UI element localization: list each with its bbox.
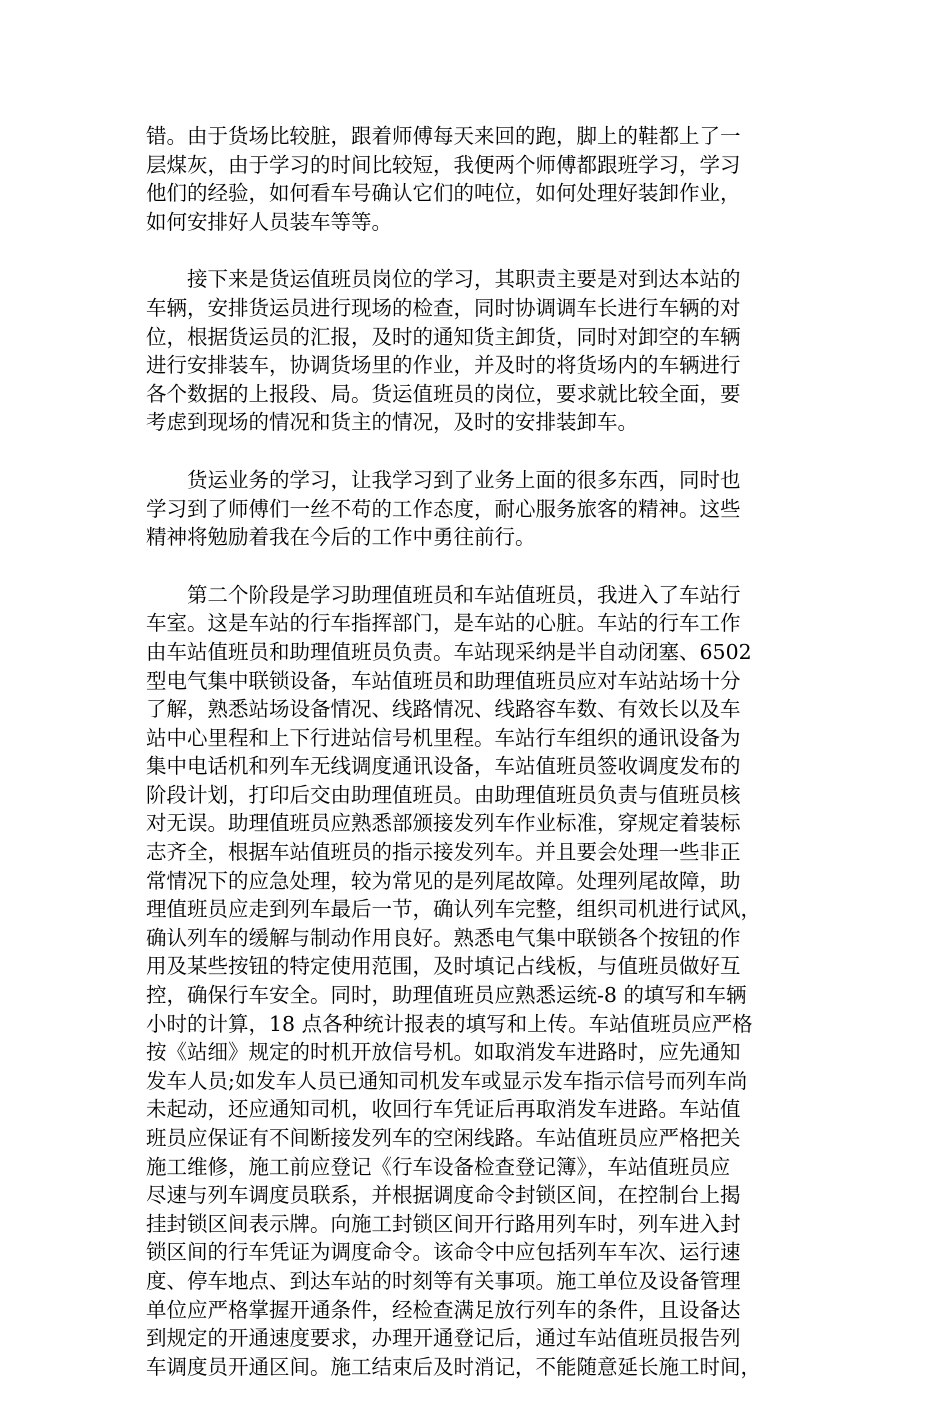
text-line: 确认列车的缓解与制动作用良好。熟悉电气集中联锁各个按钮的作 bbox=[146, 925, 741, 950]
text-line: 位，根据货运员的汇报，及时的通知货主卸货，同时对卸空的车辆 bbox=[146, 324, 741, 349]
paragraph-1 bbox=[146, 122, 806, 236]
text-line: 到规定的开通速度要求，办理开通登记后，通过车站值班员报告列 bbox=[146, 1326, 741, 1351]
text-line: 车室。这是车站的行车指挥部门，是车站的心脏。车站的行车工作 bbox=[146, 611, 741, 636]
text-line: 车辆，安排货运员进行现场的检查，同时协调调车长进行车辆的对 bbox=[146, 295, 741, 320]
text-line: 各个数据的上报段、局。货运值班员的岗位，要求就比较全面，要 bbox=[146, 381, 741, 406]
text-line: 未起动，还应通知司机，收回行车凭证后再取消发车进路。车站值 bbox=[146, 1097, 741, 1122]
text-line: 由车站值班员和助理值班员负责。车站现采纳是半自动闭塞、6502 bbox=[146, 639, 752, 664]
text-line: 志齐全，根据车站值班员的指示接发列车。并且要会处理一些非正 bbox=[146, 840, 741, 865]
paragraph-4 bbox=[146, 581, 806, 1382]
text-line: 如何安排好人员装车等等。 bbox=[146, 209, 392, 234]
text-line: 车调度员开通区间。施工结束后及时消记，不能随意延长施工时间， bbox=[146, 1354, 761, 1379]
text-line: 考虑到现场的情况和货主的情况，及时的安排装卸车。 bbox=[146, 410, 638, 435]
text-line: 精神将勉励着我在今后的工作中勇往前行。 bbox=[146, 525, 536, 550]
text-line: 控，确保行车安全。同时，助理值班员应熟悉运统-8 的填写和车辆 bbox=[146, 983, 747, 1008]
text-line: 施工维修，施工前应登记《行车设备检查登记簿》，车站值班员应 bbox=[146, 1154, 731, 1179]
text-line: 单位应严格掌握开通条件，经检查满足放行列车的条件，且设备达 bbox=[146, 1297, 741, 1322]
text-line: 型电气集中联锁设备，车站值班员和助理值班员应对车站站场十分 bbox=[146, 668, 741, 693]
document-body bbox=[146, 122, 806, 1410]
text-line: 第二个阶段是学习助理值班员和车站值班员，我进入了车站行 bbox=[187, 582, 741, 607]
text-line: 班员应保证有不间断接发列车的空闲线路。车站值班员应严格把关 bbox=[146, 1126, 741, 1150]
paragraph-3 bbox=[146, 466, 806, 552]
text-line: 按《站细》规定的时机开放信号机。如取消发车进路时，应先通知 bbox=[146, 1040, 741, 1065]
text-line: 学习到了师傅们一丝不苟的工作态度，耐心服务旅客的精神。这些 bbox=[146, 496, 741, 521]
text-line: 他们的经验，如何看车号确认它们的吨位，如何处理好装卸作业， bbox=[146, 181, 741, 206]
text-line: 站中心里程和上下行进站信号机里程。车站行车组织的通讯设备为 bbox=[146, 725, 741, 750]
text-line: 小时的计算，18 点各种统计报表的填写和上传。车站值班员应严格 bbox=[146, 1011, 753, 1036]
paragraph-2 bbox=[146, 265, 806, 437]
text-line: 用及某些按钮的特定使用范围，及时填记占线板，与值班员做好互 bbox=[146, 954, 741, 979]
text-line: 错。由于货场比较脏，跟着师傅每天来回的跑，脚上的鞋都上了一 bbox=[146, 124, 741, 148]
text-line: 锁区间的行车凭证为调度命令。该命令中应包括列车车次、运行速 bbox=[146, 1240, 741, 1265]
text-line: 货运业务的学习，让我学习到了业务上面的很多东西，同时也 bbox=[187, 467, 741, 492]
text-line: 尽速与列车调度员联系，并根据调度命令封锁区间，在控制台上揭 bbox=[146, 1183, 741, 1208]
text-line: 对无误。助理值班员应熟悉部颁接发列车作业标准，穿规定着装标 bbox=[146, 811, 741, 836]
text-line: 进行安排装车，协调货场里的作业，并及时的将货场内的车辆进行 bbox=[146, 353, 741, 378]
text-line: 理值班员应走到列车最后一节，确认列车完整，组织司机进行试风， bbox=[146, 897, 761, 922]
text-line: 接下来是货运值班员岗位的学习，其职责主要是对到达本站的 bbox=[187, 267, 741, 292]
text-line: 层煤灰，由于学习的时间比较短，我便两个师傅都跟班学习，学习 bbox=[146, 152, 741, 177]
text-line: 常情况下的应急处理，较为常见的是列尾故障。处理列尾故障，助 bbox=[146, 868, 741, 893]
text-line: 挂封锁区间表示牌。向施工封锁区间开行路用列车时，列车进入封 bbox=[146, 1211, 741, 1236]
text-line: 度、停车地点、到达车站的时刻等有关事项。施工单位及设备管理 bbox=[146, 1268, 741, 1293]
text-line: 了解，熟悉站场设备情况、线路情况、线路容车数、有效长以及车 bbox=[146, 697, 741, 722]
text-line: 集中电话机和列车无线调度通讯设备，车站值班员签收调度发布的 bbox=[146, 754, 741, 779]
text-line: 阶段计划，打印后交由助理值班员。由助理值班员负责与值班员核 bbox=[146, 782, 741, 807]
text-line: 发车人员;如发车人员已通知司机发车或显示发车指示信号而列车尚 bbox=[146, 1068, 748, 1093]
